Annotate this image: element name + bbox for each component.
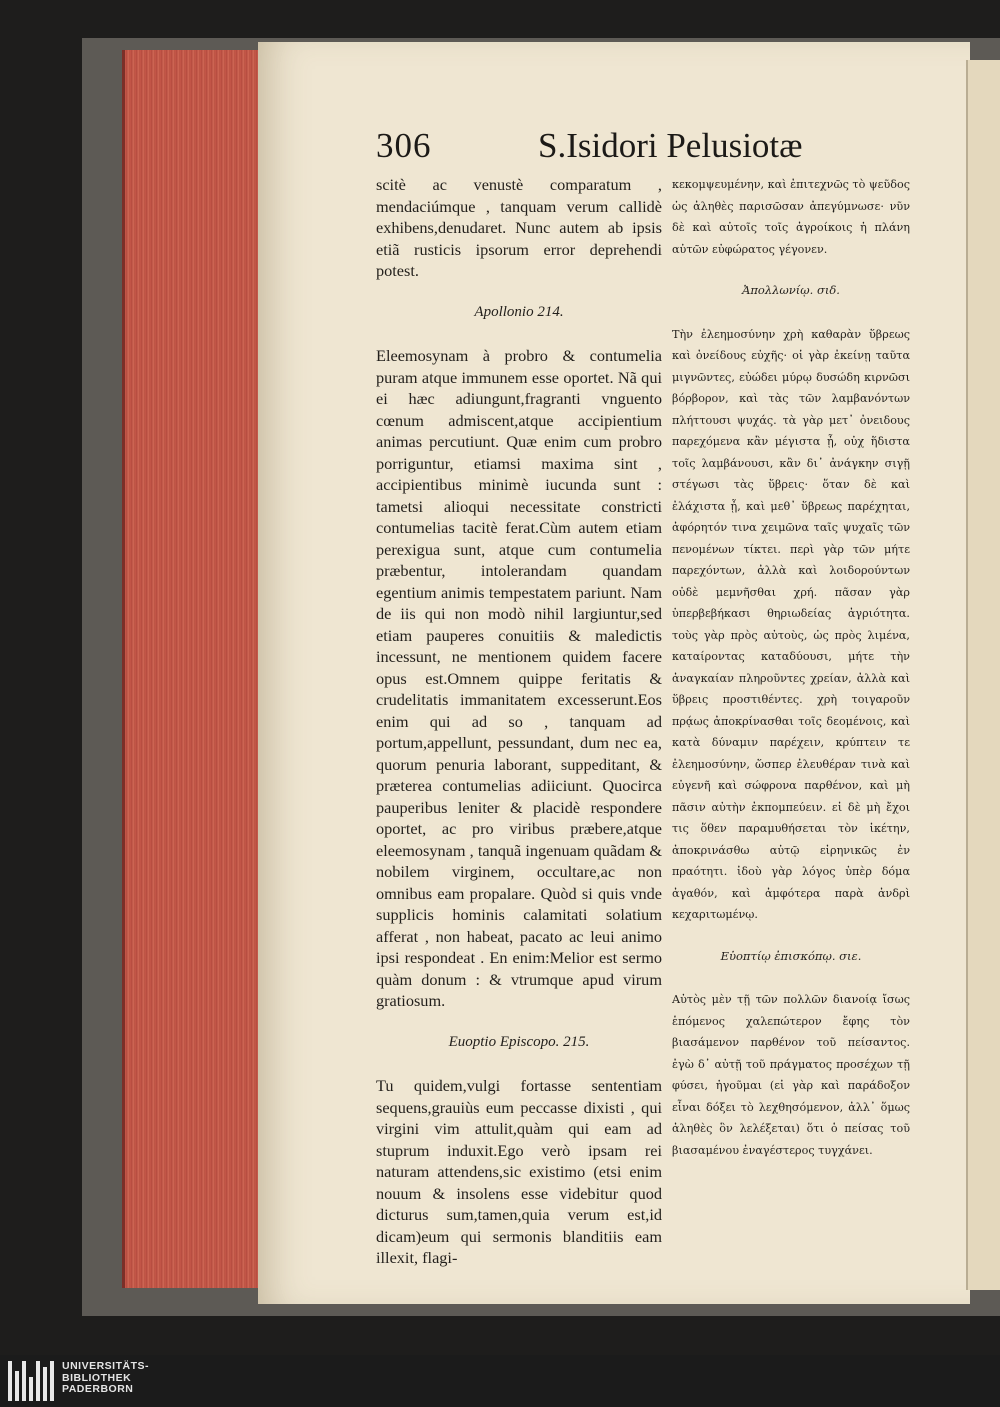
latin-intro-paragraph: scitè ac venustè comparatum , mendaciúmque , tanquam verum callidè exhibens,denudaret. Nunc autem ab ipsis etiã rusticis ipsorum error deprehendi potest. bbox=[376, 175, 662, 280]
running-title: S.Isidori Pelusiotæ bbox=[538, 126, 803, 165]
library-name-line3: PADERBORN bbox=[62, 1383, 134, 1395]
library-name-line2: BIBLIOTHEK bbox=[62, 1371, 132, 1384]
page-header bbox=[376, 126, 896, 168]
facing-page-edge bbox=[966, 60, 1000, 1290]
greek-letter-title-214: Ἀπολλωνίῳ. σιδ. bbox=[742, 283, 840, 297]
latin-letter-214-body: Eleemosynam à probro & contumelia puram atque immunem esse oportet. Nã qui ei hæc adiungunt,fragranti vnguento cœnum admiscent,atque accipientium animas percutiunt. Quæ enim cum probro porriguntur, etiamsi maxima sint , accipientibus minimè iucunda sunt : tametsi alioqui necessitate constricti contumelias tacitè ferat.Cùm autem etiam perexigua sunt, atque cum contumelia præbentur, intolerandam quandam egentium animis tempestatem pariunt. Nam de iis qui non modò nihil largiuntur,sed etiam pauperes conuitiis & maledictis incessunt, ne mentionem quidem facere opus est.Omnem quippe feritatis & crudelitatis immanitatem excesserunt.Eos enim qui ad so , tanquam ad portum,appellunt, pessundant, dum nec ea, quorum penuria laborant, suppeditant, & præterea contumelias adiiciunt. Quocirca pauperibus leniter & placidè respondere oportet, ac pro viribus præbere,atque eleemosynam , tanquã ingenuam quãdam & nobilem virginem, occultare,ac non omnibus eam propalare. Quòd si quis vnde supplicis hominis calamitati solatium afferat , non habeat, pacato ac leui animo ipsi respondeat . En enim:Melior est sermo quàm donum : & vtrumque apud virum gratiosum. bbox=[376, 346, 662, 1010]
library-footer bbox=[0, 1355, 1000, 1407]
library-logo-icon bbox=[8, 1361, 54, 1401]
greek-letter-215-body: Αὐτὸς μὲν τῇ τῶν πολλῶν διανοίᾳ ἴσως ἑπόμενος χαλεπώτερον ἔφης τὸν βιασάμενον παρθένον τοῦ πείσαντος. ἐγὼ δ᾽ αὐτῇ τοῦ πράγματος προσέχων τῇ φύσει, ἡγοῦμαι (εἰ γὰρ καὶ παράδοξον εἶναι δόξει τὸ λεχθησόμενον, ἀλλ᾽ ὅμως ἀληθὲς ὃν λελέξεται) ὅτι ὁ πείσας τοῦ βιασαμένου ἐναγέστερος τυγχάνει. bbox=[672, 993, 910, 1157]
latin-letter-title-214: Apollonio 214. bbox=[474, 303, 564, 320]
page-number: 306 bbox=[376, 126, 432, 165]
latin-letter-title-215: Euoptio Episcopo. 215. bbox=[448, 1033, 590, 1050]
latin-column bbox=[376, 174, 662, 1269]
latin-letter-215-body: Tu quidem,vulgi fortasse sententiam sequens,grauiùs eum peccasse dixisti , qui virgini vim attulit,quàm qui eam ad stuprum induxit.Ego verò ipsam rei naturam attendens,sic existimo (etsi enim nouum & insolens esse videbitur quod dicturus sum,tamen,quia verum est,id dicam)eum qui sermonis blanditiis eam illexit, flagi- bbox=[376, 1076, 662, 1267]
library-name-line1: UNIVERSITÄTS- bbox=[62, 1360, 150, 1372]
greek-column bbox=[672, 174, 910, 1161]
library-name bbox=[62, 1361, 149, 1396]
greek-letter-214-body: Τὴν ἐλεημοσύνην χρὴ καθαρὰν ὕβρεως καὶ ὀνείδους εὐχῆς· οἱ γὰρ ἐκείνῃ ταῦτα μιγνῶντες, εὐώδει μύρῳ δυσώδη κιρνῶσι βόρβορον, καὶ τὰς τῶν λαμβανόντων πλήττουσι ψυχάς. τὰ γὰρ μετ᾽ ὀνειδους παρεχόμενα κἂν μέγιστα ᾖ, οὐχ ἥδιστα τοῖς λαμβάνουσι, κἂν δι᾽ ἀνάγκην σιγῇ στέγωσι τὰς ὕβρεις· ὅταν δὲ καὶ ἐλάχιστα ᾖ, καὶ μεθ᾽ ὕβρεως παρέχηται, ἀφόρητόν τινα χειμῶνα ταῖς ψυχαῖς τῶν πενομένων τίκτει. περὶ γὰρ τῶν μήτε παρεχόντων, ἀλλὰ καὶ λοιδορούντων οὐδὲ μεμνῆσθαι χρή. πᾶσαν γὰρ ὑπερβεβήκασι θηριωδείας ἀγριότητα. τοὺς γὰρ πρὸς αὐτοὺς, ὡς πρὸς λιμένα, καταίροντας καταδύουσι, μήτε τὴν ἀναγκαίαν πληροῦντες χρείαν, ἀλλὰ καὶ ὕβρεις προστιθέντες. χρὴ τοιγαροῦν πρᾴως ἀποκρίνασθαι τοῖς δεομένοις, καὶ κατὰ δύναμιν παρέχειν, κρύπτειν τε ἐλεημοσύνην, ὥσπερ ἐλευθέραν τινὰ καὶ εὐγενῆ καὶ σώφρονα παρθένον, καὶ μὴ πᾶσιν αὐτὴν ἐκπομπεύειν. εἰ δὲ μὴ ἔχοι τις ὅθεν παραμυθήσεται τὸν ἱκέτην, ἀποκρινάσθω αὐτῷ εἰρηνικῶς ἐν πραότητι. ἰδοὺ γὰρ λόγος ὑπὲρ δόμα ἀγαθόν, καὶ ἀμφότερα παρὰ ἀνδρὶ κεχαριτωμένῳ. bbox=[672, 327, 910, 921]
greek-letter-title-215: Εὐοπτίῳ ἐπισκόπῳ. σιε. bbox=[720, 948, 862, 963]
greek-intro-paragraph: κεκομψευμένην, καὶ ἐπιτεχνῶς τὸ ψεῦδος ὡς ἀληθὲς παρισῶσαν ἀπεγύμνωσε· νῦν δὲ καὶ αὐτοῖς τοῖς ἀγροίκοις ἡ πλάνη αὐτῶν εὐφώρατος γέγονεν. bbox=[672, 178, 910, 256]
page-edges bbox=[122, 50, 263, 1288]
